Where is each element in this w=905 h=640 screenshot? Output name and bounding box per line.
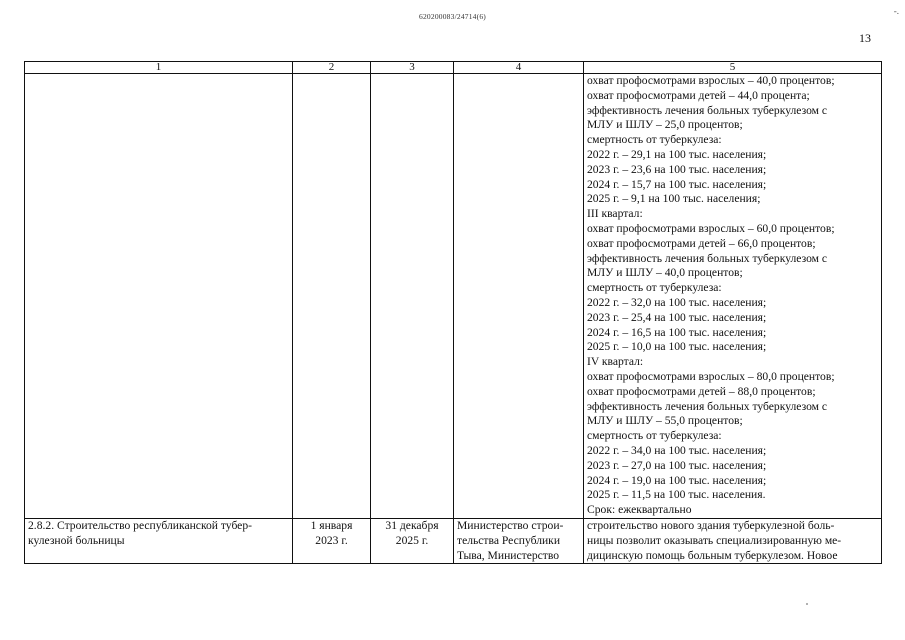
column-number-5: 5	[584, 62, 882, 74]
cell-continued-col5-line: охват профосмотрами детей – 66,0 процентов;	[587, 236, 816, 250]
column-number-3: 3	[371, 62, 454, 74]
cell-continued-col1	[25, 74, 293, 519]
cell-continued-col5-line: смертность от туберкулеза:	[587, 429, 722, 443]
cell-continued-col5-line: смертность от туберкулеза:	[587, 281, 722, 295]
cell-continued-col5-line: МЛУ и ШЛУ – 55,0 процентов;	[587, 414, 743, 428]
cell-continued-col5-line: смертность от туберкулеза:	[587, 133, 722, 147]
cell-continued-col4	[454, 74, 584, 519]
cell-continued-col3	[371, 74, 454, 519]
column-number-4: 4	[454, 62, 584, 74]
cell-continued-col5-line: 2023 г. – 27,0 на 100 тыс. населения;	[587, 458, 767, 472]
cell-continued-col5-line: эффективность лечения больных туберкулезом с	[587, 103, 828, 117]
cell-continued-col5-line: 2024 г. – 19,0 на 100 тыс. населения;	[587, 473, 767, 487]
table-row-2-8-2	[25, 518, 882, 563]
cell-282-end-line: 31 декабря	[385, 518, 439, 532]
cell-282-start-line: 2023 г.	[315, 533, 348, 547]
cell-continued-col5-line: 2025 г. – 9,1 на 100 тыс. населения;	[587, 192, 761, 206]
cell-282-measure	[25, 518, 293, 563]
cell-282-measure-line: кулезной больницы	[28, 533, 125, 547]
cell-continued-col5-line: 2022 г. – 34,0 на 100 тыс. населения;	[587, 443, 767, 457]
cell-282-measure-line: 2.8.2. Строительство республиканской тубер-	[28, 518, 252, 532]
cell-continued-col5-line: 2025 г. – 10,0 на 100 тыс. населения;	[587, 340, 767, 354]
table-row-continued	[25, 74, 882, 519]
cell-282-responsible-line: Министерство строи-	[457, 518, 564, 532]
cell-continued-col5-line: 2022 г. – 29,1 на 100 тыс. населения;	[587, 147, 767, 161]
cell-282-result-line: строительство нового здания туберкулезной боль-	[587, 518, 835, 532]
cell-282-responsible-line: тельства Республики	[457, 533, 561, 547]
cell-282-result	[584, 518, 882, 563]
cell-continued-col5-line: Срок: ежеквартально	[587, 503, 692, 517]
cell-continued-col5-line: 2024 г. – 15,7 на 100 тыс. населения;	[587, 177, 767, 191]
column-number-2: 2	[293, 62, 371, 74]
cell-continued-col5-line: эффективность лечения больных туберкулезом с	[587, 399, 828, 413]
cell-continued-col5-line: охват профосмотрами взрослых – 80,0 процентов;	[587, 369, 835, 383]
cell-continued-col5-line: 2024 г. – 16,5 на 100 тыс. населения;	[587, 325, 767, 339]
cell-continued-col5-line: МЛУ и ШЛУ – 25,0 процентов;	[587, 118, 743, 132]
cell-282-responsible-line: Тыва, Министерство	[457, 548, 560, 562]
page-number: 13	[859, 31, 871, 45]
cell-continued-col5-line: охват профосмотрами детей – 44,0 процента;	[587, 88, 810, 102]
cell-continued-col5-line: 2023 г. – 25,4 на 100 тыс. населения;	[587, 310, 767, 324]
cell-continued-col5-line: МЛУ и ШЛУ – 40,0 процентов;	[587, 266, 743, 280]
cell-282-responsible	[454, 518, 584, 563]
cell-continued-col5-line: 2023 г. – 23,6 на 100 тыс. населения;	[587, 162, 767, 176]
cell-continued-col5-line: 2022 г. – 32,0 на 100 тыс. населения;	[587, 295, 767, 309]
cell-282-result-line: дицинскую помощь больным туберкулезом. Новое	[587, 548, 838, 562]
column-number-1: 1	[25, 62, 293, 74]
cell-282-end-line: 2025 г.	[395, 533, 429, 547]
cell-continued-col5-line: охват профосмотрами детей – 88,0 процентов;	[587, 384, 816, 398]
cell-continued-col5-line: III квартал:	[587, 207, 643, 221]
cell-continued-col2	[293, 74, 371, 519]
corner-mark: -.	[893, 6, 899, 16]
cell-continued-col5-line: охват профосмотрами взрослых – 60,0 процентов;	[587, 221, 835, 235]
cell-continued-col5-line: 2025 г. – 11,5 на 100 тыс. населения.	[587, 488, 766, 502]
cell-282-start-date	[293, 518, 371, 563]
cell-282-result-line: ницы позволит оказывать специализированную ме-	[587, 533, 842, 547]
column-number-row	[25, 62, 882, 74]
cell-282-start-line: 1 января	[310, 518, 353, 532]
measures-table	[24, 61, 882, 564]
cell-282-end-date	[371, 518, 454, 563]
cell-continued-col5	[584, 74, 882, 519]
cell-continued-col5-line: охват профосмотрами взрослых – 40,0 процентов;	[587, 74, 835, 87]
document-id: 620200083/24714(6)	[419, 12, 486, 21]
cell-continued-col5-line: IV квартал:	[587, 355, 644, 369]
scan-speck	[806, 603, 808, 605]
cell-continued-col5-line: эффективность лечения больных туберкулезом с	[587, 251, 828, 265]
